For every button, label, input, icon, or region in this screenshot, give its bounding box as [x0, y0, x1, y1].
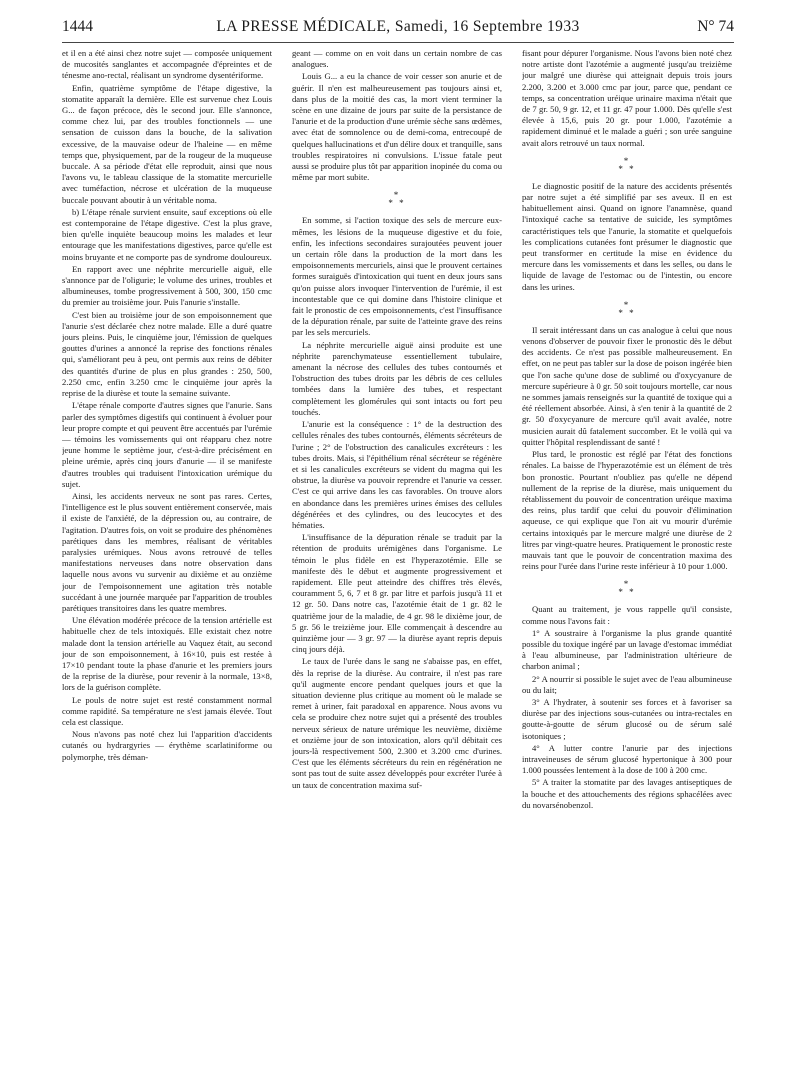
header-rule: [62, 42, 734, 43]
paragraph: L'insuffisance de la dépuration rénale se traduit par la rétention de produits urémigènes dans l'organisme. Le témoin le plus fidèle en est l'hyperazotémie. Elle se manifeste dès le début et augmente progressivement et rapidement. Elle peut atteindre des chiffres très élevés, couramment 5, 6, 7 et 8 gr. par litre et parfois jusqu'à 11 et 12 gr. 50. Dans notre cas, l'azotémie était de 1 gr. 82 le quatrième jour de la maladie, de 4 gr. 98 le dixième jour, de 5 gr. 56 le treizième jour. Elle commençait à descendre au quinzième jour — 3 gr. 97 — la diurèse ayant repris depuis cinq jours déjà.: [292, 532, 502, 655]
section-separator: * * *: [388, 190, 406, 209]
paragraph: geant — comme on en voit dans un certain nombre de cas analogues.: [292, 48, 502, 70]
section-separator: * * *: [618, 155, 636, 174]
paragraph: Il serait intéressant dans un cas analogue à celui que nous venons d'observer de pouvoir fixer le pronostic dès le début des accidents. Ce n'est pas possible malheureusement. En effet, on ne peut pas tabler sur la dose de poison ingérée bien que l'on sache qu'une dose de sublimé ou d'oxycyanure de mercure supérieure à 0 gr. 50 soit toujours mortelle, car nous ne sommes jamais renseignés sur la quantité de toxique qui a été réellement absorbée. Ainsi, à s'en tenir à la quantité de 2 gr. 50 d'oxycyanure de mercure qu'il avait avalée, notre musicien aurait dû fatalement succomber. Et le voilà qui va quitter l'hôpital resplendissant de santé !: [522, 324, 732, 447]
paragraph: et il en a été ainsi chez notre sujet — composée uniquement de mucosités sanglantes et accompagnée d'épreintes et de ténesme ano-rectal, réalisant un syndrome dysentériforme.: [62, 48, 272, 81]
paragraph: Nous n'avons pas noté chez lui l'apparition d'accidents cutanés ou hydrargyries — érythème scarlatiniforme ou polymorphe, très déman-: [62, 729, 272, 762]
paragraph: Le pouls de notre sujet est resté constamment normal comme rapidité. Sa température ne s'est jamais élevée. Tout cela est classique.: [62, 694, 272, 727]
paragraph: 1° A soustraire à l'organisme la plus grande quantité possible du toxique ingéré par un lavage d'estomac immédiat à l'eau albumineuse, par l'administration ultérieure de charbon animal ;: [522, 627, 732, 672]
paragraph: Le taux de l'urée dans le sang ne s'abaisse pas, en effet, dès la reprise de la diurèse. Au contraire, il n'est pas rare qu'il augmente encore pendant quelques jours et que la situation devienne plus critique au moment où le malade se remet à uriner, fait paradoxal en apparence. Nous avons vu cela se produire chez notre sujet qui a présenté des troubles nerveux sérieux de nature urémique les neuvième, dixième et onzième jour de son intoxication, alors qu'il débitait ces jours-là respectivement 500, 2.300 et 3.200 cmc d'urines. C'est que les éléments sécréteurs du rein en régénération ne sont pas tout de suite assez développés pour excréter l'urée à un taux de concentration maxima suf-: [292, 656, 502, 790]
running-header: [62, 18, 734, 40]
paragraph: Quant au traitement, je vous rappelle qu'il consiste, comme nous l'avons fait :: [522, 604, 732, 626]
paragraph: Plus tard, le pronostic est réglé par l'état des fonctions rénales. La baisse de l'hyperazotémie est un élément de très bon pronostic. Pourtant n'oubliez pas qu'elle ne dépend nullement de la reprise de la diurèse, mais uniquement du rétablissement du pouvoir de concentration uréique maxima des reins, plus tardif que celui du pouvoir d'élimination aqueuse, ce qui explique que l'on ait vu mourir d'urémie certains intoxiqués par le mercure malgré une diurèse de 2 litres par vingt-quatre heures. Pratiquement le pronostic reste mauvais tant que le pouvoir de concentration maxima des reins pour l'urée dans l'urine reste inférieur à 10 pour 1.000.: [522, 449, 732, 572]
paragraph: C'est bien au troisième jour de son empoisonnement que l'anurie s'est déclarée chez notre malade. Elle a duré quatre jours pleins. Puis, le cinquième jour, l'émission de quelques gouttes d'urines a annoncé la reprise des fonctions rénales qui, s'améliorant peu à peu, ont permis aux reins de débiter des quantités d'urine de plus en plus grandes : 250, 500, 2.250 cmc, enfin 3.250 cmc le cinquième jour après la reprise de la diurèse et toute la semaine suivante.: [62, 309, 272, 399]
paragraph: 3° A l'hydrater, à soutenir ses forces et à favoriser sa diurèse par des injections sous-cutanées ou intra-rectales en goutte-à-goutte de sérum glucosé ou de sérum salé isotoniques ;: [522, 696, 732, 741]
paragraph: En somme, si l'action toxique des sels de mercure eux-mêmes, les lésions de la muqueuse digestive et du foie, enfin, les infections secondaires surajoutées peuvent jouer un certain rôle dans la production de la mort dans les empoisonnements mercuriels, ainsi que le prouvent certaines formes suraiguës d'intoxication qui tuent en deux jours sans qu'on puisse alors invoquer l'intervention de l'urémie, il est incontestable que ce qui domine dans l'histoire clinique et fait le pronostic de ces empoisonnements, c'est l'insuffisance de la dépuration rénale, par suite de l'atteinte grave des reins par les sels mercuriels.: [292, 215, 502, 338]
column-3: [522, 48, 732, 1072]
paragraph: Louis G... a eu la chance de voir cesser son anurie et de guérir. Il n'en est malheureusement pas toujours ainsi et, dans plus de la moitié des cas, la mort vient terminer la scène en une dizaine de jours par suite de la persistance de l'anurie et de la production d'une urémie sèche sans œdèmes, avec état de somnolence ou de demi-coma, entrecoupé de quelques hallucinations et d'un délire doux et tranquille, sans troubles respiratoires ni convulsions. L'issue fatale peut aussi se produire plus tôt par apparition inopinée du coma ou même par mort subite.: [292, 71, 502, 183]
issue-number: N° 74: [697, 18, 734, 35]
paragraph: b) L'étape rénale survient ensuite, sauf exceptions où elle est contemporaine de l'étape digestive. C'est la plus grave, bien qu'elle inquiète beaucoup moins les malades et leur entourage que les manifestations digestives, parce qu'elle est moins bruyante et ne comporte pas de syndrome douloureux.: [62, 206, 272, 262]
paragraph: fisant pour dépurer l'organisme. Nous l'avons bien noté chez notre artiste dont l'azotémie a augmenté jusqu'au treizième jour malgré une diurèse qui atteignait depuis trois jours 2.200, 3.200 et 3.000 cmc par jour, parce que, pendant ce temps, sa concentration uréique urinaire maxima n'était que de 7 gr. 50, 9 gr. 12, et 11 gr. 47 pour 1.000. Dès qu'elle s'est élevée à 15,6, puis 20 gr. pour 1.000, l'azotémie a rapidement diminué et le malade a guéri ; son urée sanguine avait alors retrouvé un taux normal.: [522, 48, 732, 148]
section-separator: * * *: [618, 299, 636, 318]
paragraph: La néphrite mercurielle aiguë ainsi produite est une néphrite parenchymateuse essentiellement tubulaire, amenant la nécrose des cellules des tubes contournés et l'obstruction des tubes droits par les débris de ces cellules tombées dans la lumière des tubes, et respectant complètement les glomérules qui sont intacts ou fort peu touchés.: [292, 339, 502, 417]
paragraph: 2° A nourrir si possible le sujet avec de l'eau albumineuse ou du lait;: [522, 673, 732, 695]
column-1: [62, 48, 272, 1072]
paragraph: L'étape rénale comporte d'autres signes que l'anurie. Sans parler des symptômes digestifs qui continuent à évoluer pour leur propre compte et qui peuvent être accentués par l'urémie — témoins les vomissements qui ont réapparu chez notre jeune homme le septième jour, c'est-à-dire précisément en pleine urémie, après cinq jours d'anurie — il se manifeste d'autres troubles qui traduisent l'intoxication urémique du sujet.: [62, 400, 272, 489]
paragraph: Une élévation modérée précoce de la tension artérielle est habituelle chez de tels intoxiqués. Elle existait chez notre malade dont la tension artérielle au Vaquez était, au second jour de son empoisonnement, à 16×10, puis est restée à 17×10 pendant toute la phase d'anurie et les premiers jours de la reprise de la diurèse, pour revenir à la normale, 13×8, lors de la guérison complète.: [62, 615, 272, 693]
paragraph: L'anurie est la conséquence : 1° de la destruction des cellules rénales des tubes contournés, éléments sécréteurs de l'urine ; 2° de l'obstruction des canalicules excréteurs : les tubes droits. Mais, si l'épithélium rénal sécréteur se régénère et si les canalicules excréteurs se vident du magma qui les obstrue, la diurèse va pouvoir reprendre et l'anurie va cesser. C'est ce qui arrive dans les cas favorables. On trouve alors en abondance dans les premières urines émises des cellules dégénérées et des cylindres, ou des leucocytes et des hématies.: [292, 419, 502, 530]
paragraph: 4° A lutter contre l'anurie par des injections intraveineuses de sérum glucosé hypertonique à 300 pour 1.000 poussées lentement à la dose de 100 à 200 cmc.: [522, 742, 732, 776]
page-number: 1444: [62, 18, 93, 35]
journal-title: LA PRESSE MÉDICALE, Samedi, 16 Septembre 1933: [216, 18, 580, 35]
paragraph: Ainsi, les accidents nerveux ne sont pas rares. Certes, l'intelligence est le plus souvent entièrement conservée, mais il existe de l'anxiété, de la dépression ou, au contraire, de l'agitation. D'autres fois, on voit se produire des phénomènes parétiques dans les membres, réalisant de véritables paralysies urémiques. Nous avons retrouvé de telles manifestations nerveuses dans notre observation dans laquelle nous avons vu survenir au dixième et au onzième jour de l'empoisonnement une agitation très notable succédant à une journée marquée par l'apparition de troubles parétiques transitoires dans les quatre membres.: [62, 490, 272, 613]
column-2: [292, 48, 502, 1072]
section-separator: * * *: [618, 579, 636, 598]
paragraph: En rapport avec une néphrite mercurielle aiguë, elle s'annonce par de l'oligurie; le volume des urines, troubles et albumineuses, tombe progressivement à 500, 300, 150 cmc du premier au troisième jour. Puis l'anurie s'installe.: [62, 263, 272, 308]
paragraph: 5° A traiter la stomatite par des lavages antiseptiques de la bouche et des attouchements des régions sphacélées avec du novarsénobenzol.: [522, 777, 732, 810]
paragraph: Enfin, quatrième symptôme de l'étape digestive, la stomatite apparaît la dernière. Elle est survenue chez Louis G... de façon précoce, dès le second jour. Elle s'annonce, comme chez lui, par des troubles fonctionnels — une sensation de cuisson dans la bouche, de la salivation excessive, de la mauvaise odeur de l'haleine — en même temps que, physiquement, par de la rougeur de la muqueuse buccale. A sa période d'état elle reproduit, ainsi que nous l'avons vu, le tableau classique de la stomatite mercurielle avec tuméfaction, nécrose et ulcération de la muqueuse buccale pouvant aboutir à un véritable noma.: [62, 82, 272, 205]
paragraph: Le diagnostic positif de la nature des accidents présentés par notre sujet a été simplifié par ses aveux. Il en est habituellement ainsi. Quand on ignore l'anamnèse, quand l'intoxiqué cache sa tentative de suicide, les symptômes caractéristiques tels que l'anurie, la stomatite et quelquefois les complications cutanées font présumer le diagnostic que peut transformer en certitude la mise en évidence du mercure dans les vomissements et dans les selles, ou dans le liquide de lavage de l'estomac ou de l'intestin, ou encore dans les urines.: [522, 180, 732, 292]
